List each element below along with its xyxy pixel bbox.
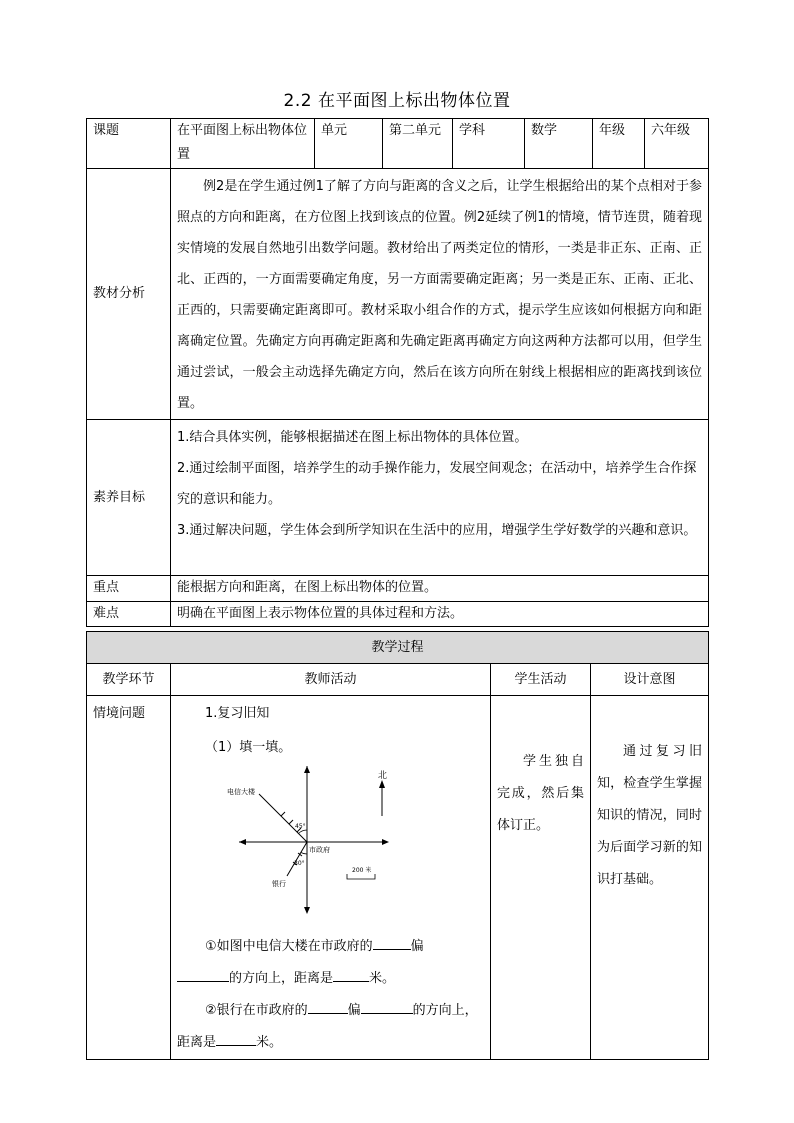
key-point-text: 能根据方向和距离，在图上标出物体的位置。 [171,576,709,602]
key-point-label: 重点 [87,576,171,602]
topic-value: 在平面图上标出物体位置 [171,119,315,169]
info-table [86,118,709,627]
north-label: 北 [378,771,388,781]
col-student: 学生活动 [491,664,591,696]
analysis-label: 教材分析 [87,169,171,420]
q1-blank-2[interactable] [177,967,229,982]
q2-blank-3[interactable] [216,1031,256,1046]
q1-blank-3[interactable] [333,967,369,982]
goal-item-2: 2.通过绘制平面图，培养学生的动手操作能力，发展空间观念；在活动中，培养学生合作探究的意识和能力。 [177,461,697,507]
goals-label: 素养目标 [87,420,171,576]
q2-text-a: ②银行在市政府的 [205,1003,308,1018]
unit-label: 单元 [315,119,383,169]
fill-heading: （1）填一填。 [205,740,292,755]
design-intent: 通过复习旧知，检查学生掌握知识的情况，同时为后面学习新的知识打基础。 [597,744,703,887]
process-table [86,631,709,1060]
subject-value: 数学 [525,119,593,169]
difficulty-text: 明确在平面图上表示物体位置的具体过程和方法。 [171,602,709,627]
review-heading: 1.复习旧知 [205,706,270,721]
col-stage: 教学环节 [87,664,171,696]
subject-label: 学科 [453,119,525,169]
angle-arc-45 [299,830,308,834]
student-activity: 学生独自完成，然后集体订正。 [497,754,584,833]
axis-arrow-right [382,839,389,845]
q1-text-c: 的方向上，距离是 [229,971,334,986]
col-teacher: 教师活动 [171,664,491,696]
angle-30-label: 30° [294,860,305,867]
bank-ray [287,842,307,876]
tick-mark [289,820,293,824]
scale-label: 200 米 [352,867,372,874]
grade-value: 六年级 [645,119,709,169]
grade-label: 年级 [593,119,645,169]
q1-blank-1[interactable] [373,935,411,950]
scale-bar [347,874,375,879]
q2-text-d: 距离是 [177,1035,217,1050]
col-design: 设计意图 [591,664,709,696]
q2-blank-2[interactable] [361,999,413,1014]
q2-text-b: 偏 [347,1003,361,1018]
q2-text-e: 米。 [256,1035,283,1050]
process-header: 教学过程 [87,632,709,664]
difficulty-label: 难点 [87,602,171,627]
axis-arrow-down [304,907,310,914]
cityhall-label: 市政府 [309,846,330,854]
angle-arc-30 [301,853,307,855]
goal-item-3: 3.通过解决问题，学生体会到所学知识在生活中的应用，增强学生学好数学的兴趣和意识。 [177,523,697,538]
topic-label: 课题 [87,119,171,169]
tick-mark [281,812,285,816]
q1-text-b: 偏 [410,939,424,954]
telecom-ray [259,794,307,842]
q1-text-a: ①如图中电信大楼在市政府的 [205,939,373,954]
q2-blank-1[interactable] [308,999,348,1014]
stage-label: 情境问题 [87,696,171,1060]
analysis-text: 例2是在学生通过例1了解了方向与距离的含义之后，让学生根据给出的某个点相对于参照点的方向和距离，在方位图上找到该点的位置。例2延续了例1的情境，情节连贯，随着现实情境的发展自然地引出数学问题。教材给出了两类定位的情形，一类是非正东、正南、正北、正西的，一方面需要确定角度，另一方面需要确定距离；另一类是正东、正南、正北、正西的，只需要确定距离即可。教材采取小组合作的方式，提示学生应该如何根据方向和距离确定位置。先确定方向再确定距离和先确定距离再确定方向这两种方法都可以用，但学生通过尝试，一般会主动选择先确定方向，然后在该方向所在射线上根据相应的距离找到该位置。 [177,179,702,411]
axis-arrow-up [304,766,310,773]
q1-text-d: 米。 [369,971,396,986]
direction-diagram [217,766,417,916]
axis-arrow-left [239,839,246,845]
angle-45-label: 45° [295,823,306,830]
page-title: 2.2 在平面图上标出物体位置 [283,91,511,111]
telecom-label: 电信大楼 [227,788,255,796]
goal-item-1: 1.结合具体实例，能够根据描述在图上标出物体的具体位置。 [177,430,528,445]
unit-value: 第二单元 [383,119,453,169]
q2-text-c: 的方向上， [412,1003,478,1018]
bank-label: 银行 [272,880,286,888]
north-arrow-head [379,780,385,788]
